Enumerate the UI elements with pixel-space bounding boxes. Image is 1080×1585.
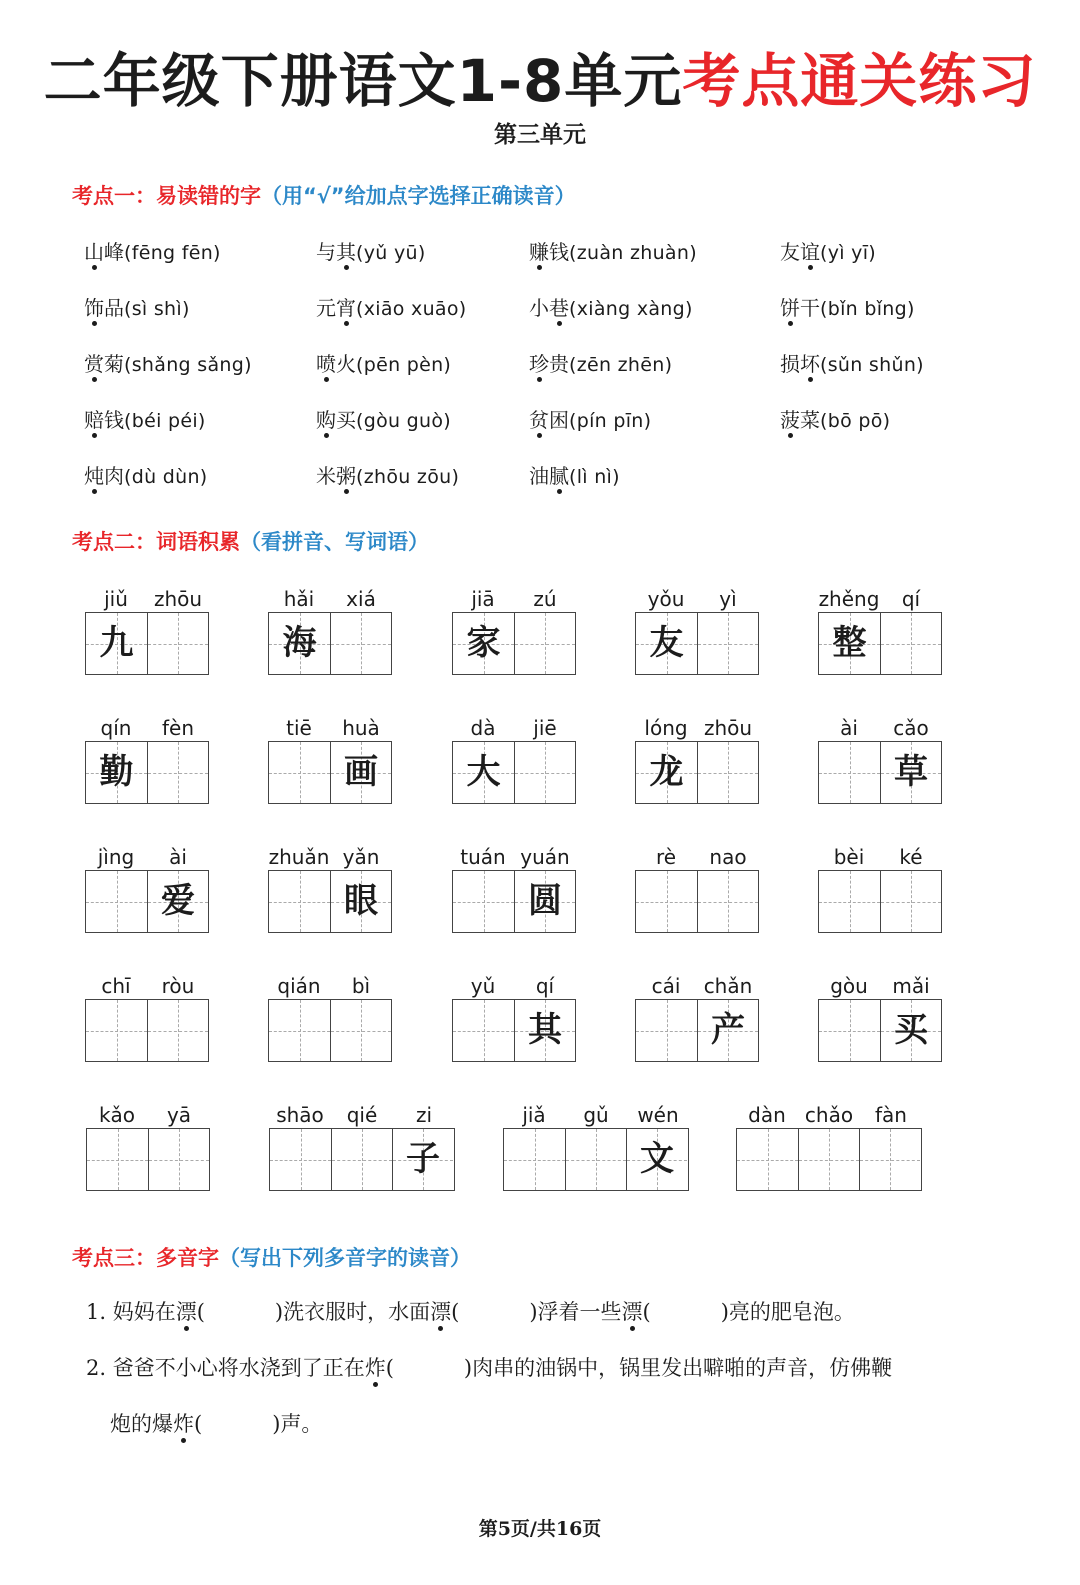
pinyin-row <box>268 715 392 741</box>
writing-box[interactable]: 子 <box>392 1129 453 1190</box>
writing-box[interactable]: 文 <box>626 1129 687 1190</box>
writing-box[interactable] <box>331 1129 392 1190</box>
dotted-char: 山 <box>84 240 104 264</box>
writing-box[interactable] <box>798 1129 859 1190</box>
pinyin-syllable: dàn <box>748 1103 786 1127</box>
word-item <box>452 586 576 675</box>
writing-box[interactable] <box>565 1129 626 1190</box>
writing-box[interactable] <box>737 1129 798 1190</box>
pinyin-row <box>818 844 942 870</box>
pinyin-row <box>452 586 576 612</box>
pinyin-syllable: gǔ <box>583 1103 609 1127</box>
pinyin-syllable: zhuǎn <box>268 845 330 869</box>
writing-box[interactable] <box>819 742 880 803</box>
pinyin-syllable: ài <box>169 845 187 869</box>
pinyin-syllable: jiē <box>533 716 557 740</box>
writing-box[interactable]: 勤 <box>86 742 147 803</box>
pinyin-syllable: tuán <box>460 845 506 869</box>
pinyin-syllable: huà <box>342 716 380 740</box>
writing-box[interactable] <box>514 742 575 803</box>
reading-item[interactable]: 饰品(sì shì) <box>84 296 190 320</box>
pinyin-syllable: tiē <box>286 716 312 740</box>
dotted-char: 炖 <box>84 464 104 488</box>
pinyin-syllable: zhōu <box>153 587 203 611</box>
pinyin-syllable: ròu <box>161 974 195 998</box>
reading-item[interactable]: 菠菜(bō pō) <box>780 408 891 432</box>
writing-box[interactable] <box>147 742 208 803</box>
pinyin-syllable: dà <box>470 716 496 740</box>
pinyin-row <box>818 715 942 741</box>
pinyin-syllable: lóng <box>644 716 688 740</box>
pinyin-syllable: fèn <box>161 716 195 740</box>
pinyin-syllable: rè <box>655 845 677 869</box>
dotted-char: 珍 <box>529 352 549 376</box>
pinyin-syllable: jiā <box>471 587 495 611</box>
pinyin-syllable: qié <box>346 1103 378 1127</box>
reading-item[interactable]: 饼干(bǐn bǐng) <box>780 296 915 320</box>
pinyin-options: (pín pīn) <box>569 410 652 432</box>
pinyin-syllable: zhěng <box>818 587 880 611</box>
pinyin-options: (dù dùn) <box>124 466 208 488</box>
pinyin-syllable: qí <box>535 974 555 998</box>
dotted-char: 粥 <box>336 464 356 488</box>
dotted-char: 赏 <box>84 352 104 376</box>
section1-instruction: （用“√”给加点字选择正确读音） <box>261 184 576 208</box>
reading-item[interactable]: 小巷(xiàng xàng) <box>529 296 693 320</box>
dotted-char: 购 <box>316 408 336 432</box>
word-item <box>818 586 942 675</box>
pinyin-row <box>268 844 392 870</box>
pinyin-syllable: shāo <box>276 1103 324 1127</box>
writing-box[interactable] <box>819 871 880 932</box>
pinyin-syllable: mǎi <box>892 974 930 998</box>
writing-box[interactable] <box>697 871 758 932</box>
pinyin-syllable: yuán <box>520 845 570 869</box>
pinyin-syllable: yā <box>166 1103 192 1127</box>
writing-box[interactable] <box>330 613 391 674</box>
pinyin-syllable: zhōu <box>703 716 753 740</box>
writing-box[interactable] <box>269 1000 330 1061</box>
pinyin-syllable: qí <box>901 587 921 611</box>
pinyin-row <box>635 586 759 612</box>
pinyin-syllable: jiǔ <box>104 587 128 611</box>
writing-box[interactable] <box>859 1129 920 1190</box>
writing-box[interactable] <box>819 1000 880 1061</box>
pinyin-options: (xiàng xàng) <box>569 298 693 320</box>
pinyin-row <box>268 973 392 999</box>
reading-item[interactable]: 喷火(pēn pèn) <box>316 352 452 376</box>
pinyin-syllable: yǒu <box>647 587 685 611</box>
pinyin-syllable: ké <box>899 845 923 869</box>
dotted-char: 喷 <box>316 352 336 376</box>
reading-item[interactable]: 油腻(lì nì) <box>529 464 620 488</box>
writing-box[interactable]: 产 <box>697 1000 758 1061</box>
reading-item[interactable]: 赔钱(béi péi) <box>84 408 206 432</box>
writing-box[interactable] <box>147 613 208 674</box>
writing-box[interactable] <box>269 871 330 932</box>
pinyin-syllable: jìng <box>97 845 135 869</box>
dotted-char: 菠 <box>780 408 800 432</box>
pinyin-syllable: hǎi <box>283 587 315 611</box>
word-item <box>452 715 576 804</box>
word-item <box>268 586 392 675</box>
pinyin-options: (sǔn shǔn) <box>820 354 924 376</box>
reading-item[interactable]: 购买(gòu guò) <box>316 408 452 432</box>
dotted-char: 炸 <box>364 1356 386 1380</box>
pinyin-options: (xiāo xuāo) <box>356 298 467 320</box>
writing-box[interactable]: 海 <box>269 613 330 674</box>
section2-label: 考点二：词语积累 <box>72 530 240 554</box>
reading-item[interactable]: 元宵(xiāo xuāo) <box>316 296 467 320</box>
pinyin-syllable: jiǎ <box>522 1103 546 1127</box>
writing-box[interactable] <box>636 871 697 932</box>
pinyin-syllable: gòu <box>830 974 868 998</box>
section2-instruction: （看拼音、写词语） <box>240 530 429 554</box>
word-item <box>818 973 942 1062</box>
pinyin-syllable: zú <box>533 587 557 611</box>
dotted-char: 其 <box>336 240 356 264</box>
dotted-char: 腻 <box>549 464 569 488</box>
dotted-char: 谊 <box>800 240 820 264</box>
pinyin-syllable: bì <box>351 974 371 998</box>
reading-item[interactable]: 山峰(fēng fēn) <box>84 240 221 264</box>
pinyin-options: (yǔ yū) <box>356 242 426 264</box>
pinyin-row <box>85 844 209 870</box>
pinyin-row <box>85 586 209 612</box>
pinyin-options: (lì nì) <box>569 466 620 488</box>
dotted-char: 漂 <box>621 1300 643 1324</box>
section3-label: 考点三：多音字 <box>72 1246 219 1270</box>
writing-box[interactable] <box>86 1000 147 1061</box>
writing-box[interactable] <box>148 1129 209 1190</box>
pinyin-row <box>818 973 942 999</box>
writing-box[interactable]: 圆 <box>514 871 575 932</box>
reading-item[interactable]: 珍贵(zēn zhēn) <box>529 352 673 376</box>
writing-box[interactable] <box>880 871 941 932</box>
reading-item[interactable]: 赏菊(shǎng sǎng) <box>84 352 252 376</box>
polyphone-sentence-2: 2. 爸爸不小心将水浇到了正在炸( )肉串的油锅中，锅里发出噼啪的声音，仿佛鞭 <box>86 1356 893 1380</box>
writing-box[interactable] <box>514 613 575 674</box>
reading-item[interactable]: 友谊(yì yī) <box>780 240 877 264</box>
pinyin-options: (yì yī) <box>820 242 877 264</box>
word-item <box>818 715 942 804</box>
dotted-char: 炸 <box>173 1412 194 1436</box>
writing-box[interactable] <box>453 1000 514 1061</box>
pinyin-options: (pēn pèn) <box>356 354 452 376</box>
word-item <box>503 1102 689 1191</box>
dotted-char: 赚 <box>529 240 549 264</box>
pinyin-syllable: zi <box>415 1103 433 1127</box>
section1-label: 考点一：易读错的字 <box>72 184 261 208</box>
writing-box[interactable]: 整 <box>819 613 880 674</box>
reading-item[interactable]: 赚钱(zuàn zhuàn) <box>529 240 697 264</box>
pinyin-syllable: qín <box>100 716 132 740</box>
pinyin-options: (bō pō) <box>820 410 891 432</box>
pinyin-syllable: chǎn <box>703 974 753 998</box>
word-item <box>736 1102 922 1191</box>
pinyin-row <box>818 586 942 612</box>
word-item <box>85 973 209 1062</box>
polyphone-sentence-1: 1. 妈妈在漂( )洗衣服时，水面漂( )浮着一些漂( )亮的肥皂泡。 <box>86 1300 855 1324</box>
writing-box[interactable]: 大 <box>453 742 514 803</box>
word-item <box>452 973 576 1062</box>
pinyin-row <box>268 586 392 612</box>
pinyin-options: (fēng fēn) <box>124 242 221 264</box>
pinyin-syllable: chī <box>101 974 131 998</box>
unit-subtitle: 第三单元 <box>494 122 586 148</box>
section1-heading <box>72 180 576 210</box>
writing-box[interactable] <box>636 1000 697 1061</box>
pinyin-row <box>635 973 759 999</box>
pinyin-row <box>452 973 576 999</box>
pinyin-syllable: ài <box>840 716 858 740</box>
pinyin-row <box>86 1102 210 1128</box>
word-item <box>85 586 209 675</box>
writing-box[interactable]: 友 <box>636 613 697 674</box>
reading-item[interactable]: 贫困(pín pīn) <box>529 408 652 432</box>
dotted-char: 宵 <box>336 296 356 320</box>
pinyin-syllable: xiá <box>346 587 376 611</box>
dotted-char: 贫 <box>529 408 549 432</box>
reading-item[interactable]: 炖肉(dù dùn) <box>84 464 208 488</box>
writing-box[interactable] <box>697 742 758 803</box>
section3-instruction: （写出下列多音字的读音） <box>219 1246 471 1270</box>
pinyin-syllable: qián <box>277 974 321 998</box>
section2-heading <box>72 526 429 556</box>
dotted-char: 饰 <box>84 296 104 320</box>
pinyin-row <box>635 715 759 741</box>
dotted-char: 坏 <box>800 352 820 376</box>
reading-item[interactable]: 损坏(sǔn shǔn) <box>780 352 924 376</box>
pinyin-options: (béi péi) <box>124 410 206 432</box>
section3-heading <box>72 1242 471 1272</box>
writing-box[interactable] <box>330 1000 391 1061</box>
pinyin-options: (bǐn bǐng) <box>820 298 915 320</box>
writing-box[interactable] <box>269 742 330 803</box>
pinyin-row <box>269 1102 455 1128</box>
pinyin-row <box>452 844 576 870</box>
writing-box[interactable] <box>270 1129 331 1190</box>
word-item <box>635 973 759 1062</box>
pinyin-row <box>635 844 759 870</box>
pinyin-syllable: fàn <box>875 1103 907 1127</box>
word-item <box>269 1102 455 1191</box>
page-number: 第5页/共16页 <box>478 1518 602 1540</box>
writing-box[interactable] <box>880 613 941 674</box>
dotted-char: 饼 <box>780 296 800 320</box>
word-item <box>635 586 759 675</box>
writing-box[interactable]: 买 <box>880 1000 941 1061</box>
pinyin-row <box>503 1102 689 1128</box>
writing-box[interactable] <box>86 871 147 932</box>
writing-box[interactable]: 眼 <box>330 871 391 932</box>
pinyin-row <box>452 715 576 741</box>
dotted-char: 漂 <box>430 1300 452 1324</box>
pinyin-options: (zēn zhēn) <box>569 354 673 376</box>
pinyin-syllable: yǎn <box>342 845 380 869</box>
pinyin-syllable: bèi <box>833 845 865 869</box>
word-item <box>452 844 576 933</box>
word-item <box>85 715 209 804</box>
writing-box[interactable] <box>697 613 758 674</box>
word-item <box>818 844 942 933</box>
pinyin-options: (shǎng sǎng) <box>124 354 252 376</box>
writing-box[interactable]: 画 <box>330 742 391 803</box>
writing-box[interactable] <box>87 1129 148 1190</box>
writing-box[interactable]: 草 <box>880 742 941 803</box>
pinyin-row <box>85 973 209 999</box>
word-item <box>635 715 759 804</box>
pinyin-syllable: chǎo <box>804 1103 854 1127</box>
writing-box[interactable]: 龙 <box>636 742 697 803</box>
word-item <box>268 715 392 804</box>
pinyin-options: (zuàn zhuàn) <box>569 242 697 264</box>
pinyin-syllable: cái <box>651 974 681 998</box>
dotted-char: 漂 <box>175 1300 197 1324</box>
pinyin-syllable: nao <box>709 845 747 869</box>
pinyin-options: (zhōu zōu) <box>356 466 460 488</box>
writing-box[interactable]: 九 <box>86 613 147 674</box>
word-item <box>635 844 759 933</box>
word-item <box>268 844 392 933</box>
polyphone-sentence-2-cont: 炮的爆炸( )声。 <box>110 1412 323 1436</box>
pinyin-syllable: yì <box>719 587 737 611</box>
pinyin-options: (gòu guò) <box>356 410 452 432</box>
title-black: 二年级下册语文1-8单元 <box>43 47 683 115</box>
reading-item[interactable]: 米粥(zhōu zōu) <box>316 464 460 488</box>
word-item <box>268 973 392 1062</box>
writing-box[interactable]: 其 <box>514 1000 575 1061</box>
dotted-char: 巷 <box>549 296 569 320</box>
pinyin-options: (sì shì) <box>124 298 190 320</box>
page-title <box>0 34 1080 118</box>
pinyin-syllable: yǔ <box>470 974 496 998</box>
pinyin-row <box>85 715 209 741</box>
pinyin-syllable: wén <box>637 1103 679 1127</box>
writing-box[interactable] <box>504 1129 565 1190</box>
word-item <box>86 1102 210 1191</box>
pinyin-syllable: cǎo <box>893 716 929 740</box>
pinyin-row <box>736 1102 922 1128</box>
title-red: 考点通关练习 <box>682 47 1037 115</box>
writing-box[interactable]: 家 <box>453 613 514 674</box>
writing-box[interactable]: 爱 <box>147 871 208 932</box>
writing-box[interactable] <box>453 871 514 932</box>
writing-box[interactable] <box>147 1000 208 1061</box>
pinyin-syllable: kǎo <box>98 1103 136 1127</box>
word-item <box>85 844 209 933</box>
dotted-char: 赔 <box>84 408 104 432</box>
reading-item[interactable]: 与其(yǔ yū) <box>316 240 426 264</box>
